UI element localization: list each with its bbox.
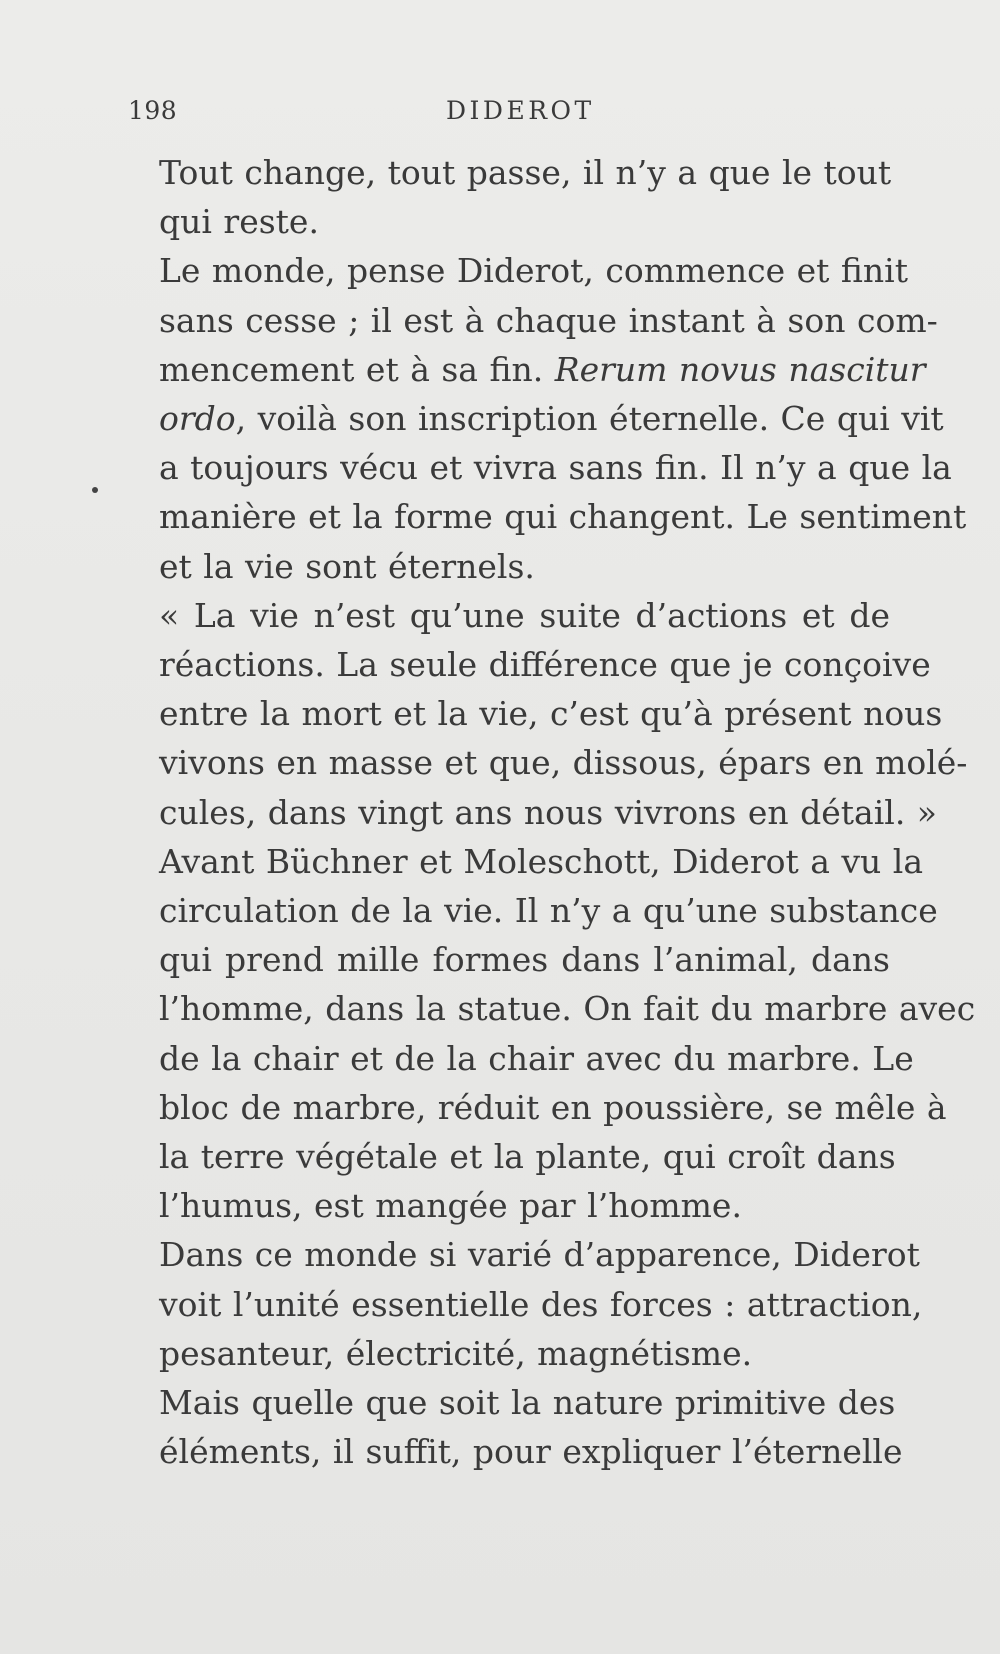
paragraph-quotation xyxy=(125,591,968,837)
text-line: circulation de la vie. Il n’y a qu’une substance xyxy=(159,891,938,931)
text-line: vivons en masse et que, dissous, épars en molé- xyxy=(159,743,968,783)
text-line: « La vie n’est qu’une suite d’actions et de xyxy=(159,595,890,635)
text-line: et la vie sont éternels. xyxy=(159,546,535,586)
text-line: entre la mort et la vie, c’est qu’à présent nous xyxy=(159,694,943,734)
body-text xyxy=(125,148,976,1476)
text-line: éléments, il suffit, pour expliquer l’éternelle xyxy=(159,1432,903,1472)
text-line: réactions. La seule différence que je conçoive xyxy=(159,645,931,685)
text-line: Dans ce monde si varié d’apparence, Diderot xyxy=(159,1235,920,1275)
paragraph xyxy=(125,246,967,590)
text-line: sans cesse ; il est à chaque instant à son com- xyxy=(159,300,938,340)
text-line: pesanteur, électricité, magnétisme. xyxy=(159,1333,753,1373)
text-line: l’homme, dans la statue. On fait du marbre avec xyxy=(159,989,976,1029)
text-fragment: , voilà son inscription éternelle. Ce qui vit xyxy=(235,399,944,439)
text-line: la terre végétale et la plante, qui croît dans xyxy=(159,1137,896,1177)
text-line: qui reste. xyxy=(159,202,319,242)
text-fragment: mencement et à sa fin. xyxy=(159,349,544,389)
text-line: bloc de marbre, réduit en poussière, se mêle à xyxy=(159,1087,947,1127)
text-line: voit l’unité essentielle des forces : attraction, xyxy=(159,1284,923,1324)
page-number: 198 xyxy=(128,96,178,125)
paragraph xyxy=(125,1230,923,1378)
text-line-mixed xyxy=(125,394,944,443)
text-line: manière et la forme qui changent. Le sentiment xyxy=(159,497,967,537)
text-line: Le monde, pense Diderot, commence et finit xyxy=(159,251,908,291)
ink-speck xyxy=(92,487,98,493)
running-head: DIDEROT xyxy=(446,96,595,125)
paragraph xyxy=(125,1378,903,1476)
paragraph xyxy=(125,148,890,246)
text-line: Mais quelle que soit la nature primitive des xyxy=(159,1383,896,1423)
text-line: cules, dans vingt ans nous vivrons en détail. » xyxy=(159,792,937,832)
latin-phrase: Rerum novus nascitur xyxy=(554,349,926,389)
text-line: a toujours vécu et vivra sans fin. Il n’y a que la xyxy=(159,448,952,488)
text-line: Avant Büchner et Moleschott, Diderot a vu la xyxy=(159,841,924,881)
paragraph xyxy=(125,837,976,1231)
text-line: de la chair et de la chair avec du marbre. Le xyxy=(159,1038,914,1078)
page-header xyxy=(128,96,898,132)
text-line: Tout change, tout passe, il n’y a que le tout xyxy=(159,153,892,192)
text-line: qui prend mille formes dans l’animal, dans xyxy=(159,940,890,980)
text-line: l’humus, est mangée par l’homme. xyxy=(159,1186,742,1226)
latin-phrase: ordo xyxy=(159,399,236,439)
text-line-mixed xyxy=(125,345,926,394)
